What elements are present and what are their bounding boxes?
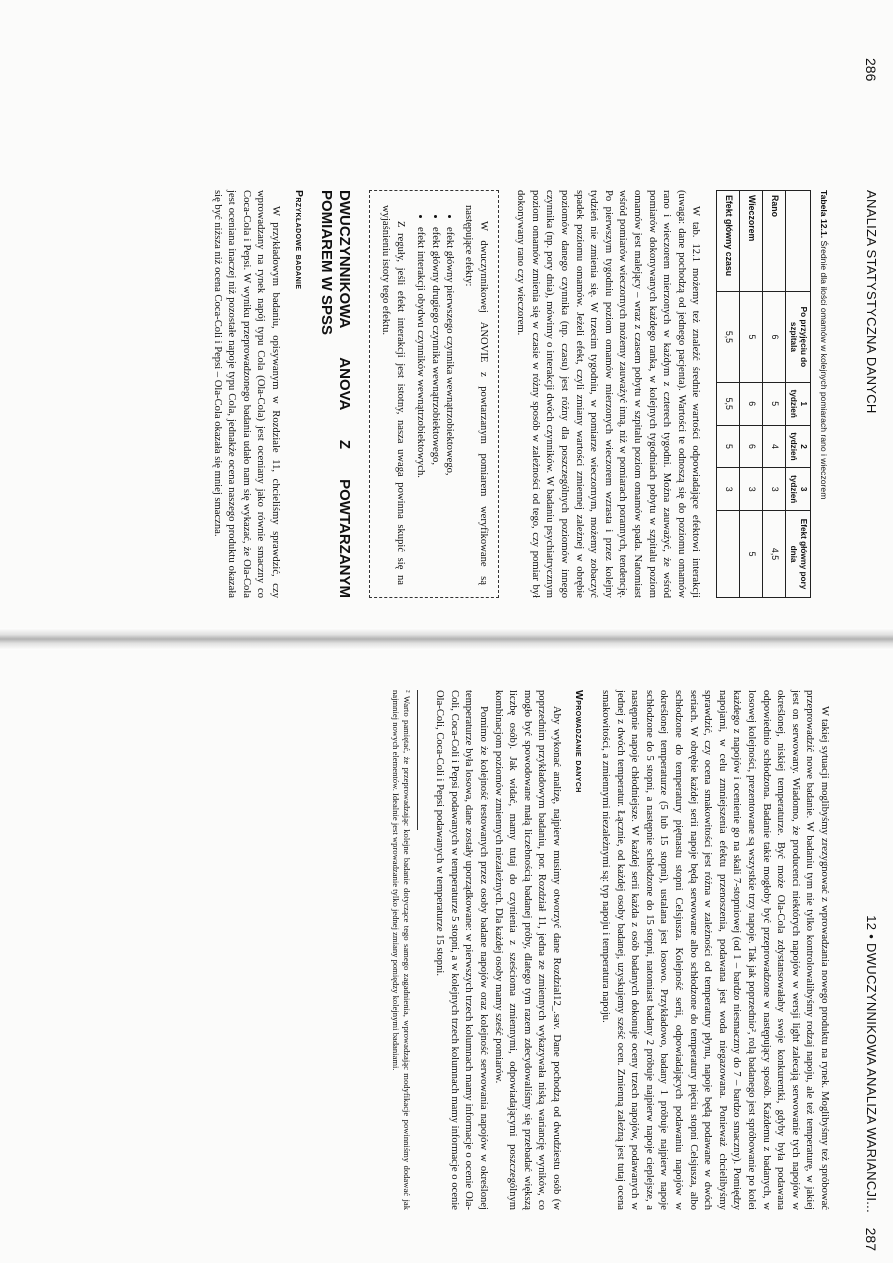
table-cell: 3 [717, 468, 740, 511]
table-caption [816, 190, 831, 598]
table-row-header: Rano [763, 191, 786, 292]
table-cell: 6 [763, 292, 786, 383]
table-row [763, 191, 786, 598]
means-table [716, 190, 811, 598]
box-intro: W dwuczynnikowej ANOVIE z powtarzanym pomiarem weryfikowane są następujące efekty: [463, 205, 489, 585]
table-cell: 5,5 [717, 292, 740, 383]
right-running-head: 12 • DWUCZYNNIKOWA ANALIZA WARIANCJI... [864, 915, 879, 1213]
data-order-paragraph: Pomimo że kolejność testowanych przez osoby badane napojów oraz kolejność serwowania napojów w określonej temperaturze była losowa, dane zostały uporządkowane: w pierwszych trzech kolumnach mamy informacje o ocenie Ola-Coli, Coca-Coli i Pepsi podawanych w temperaturze 5 stopni, a w kolejnych trzech kolumnach mamy informacje o ocenie Ola-Coli, Coca-Coli i Pepsi podawanych w temperaturze 15 stopni. [434, 690, 489, 1210]
table-cell: 4 [763, 425, 786, 468]
table-header-row [786, 191, 811, 598]
table-header-cell [786, 191, 811, 292]
list-item: • efekt główny pierwszego czynnika wewnątrzobiektowego, [442, 227, 457, 585]
table-header-cell: 3 tydzień [786, 468, 811, 511]
left-page [0, 0, 893, 628]
left-page-number: 286 [863, 58, 879, 82]
table-header-cell: 2 tydzień [786, 425, 811, 468]
table-caption-label: Tabela 12.1. [819, 190, 829, 239]
subsection-heading: Przykładowe badanie [292, 190, 304, 290]
interaction-paragraph: W tab. 12.1 możemy też znaleźć średnie wartości odpowiadające efektowi interakcji (uwaga: dane pochodzą od jednego pacjenta). Wartości te odnoszą się do poziomu omamów rano i wieczorem mierzonych w każdym z czterech tygodni. Można zauważyć, że wśród pomiarów dokonywanych każdego ranka, w kolejnych tygodniach pobytu w szpitalu poziom omamów jest malejący – wraz z czasem pobytu w szpitalu poziom omamów spada. Natomiast wśród pomiarów wieczornych możemy zauważyć inną, niż w pomiarach porannych, tendencję. Po pierwszym tygodniu poziom omamów mierzonych wieczorem wzrasta i przez kolejny tydzień nie zmienia się. W trzecim tygodniu, w pomiarze wieczornym, możemy zobaczyć spadek poziomu omamów. Jeżeli efekt, czyli zmiany wartości zmiennej zależnej w obrębie poziomów danego czynnika (np. czasu) jest różny dla poszczególnych poziomów innego czynnika (np. pory dnia), mówimy o interakcji dwóch czynników. W badaniu psychiatrycznym poziom omamów zmienia się w czasie w różny sposób w zależności od tego, czy pomiar był dokonywany rano czy wieczorem. [515, 190, 702, 598]
book-gutter-shadow [0, 628, 893, 650]
table-cell: 5,5 [717, 382, 740, 425]
table-row-header: Wieczorem [740, 191, 763, 292]
footnote: ² Warto pamiętać, że przeprowadzając kolejne badanie dotyczące tego samego zagadnienia, wprowadzając modyfikacje powinniśmy dodawać jak najmniej nowych elementów. Idealnie jest wprowadzanie tylko jednej zmiany pomiędzy kolejnymi badaniami. [390, 690, 412, 1210]
table-row [717, 191, 740, 598]
table-cell: 5 [740, 511, 763, 598]
table-header-cell: Efekt główny pory dnia [786, 511, 811, 598]
table-cell: 6 [740, 382, 763, 425]
list-item: • efekt główny drugiego czynnika wewnątrzobiektowego, [427, 227, 442, 585]
table-cell: 6 [740, 425, 763, 468]
table-header-cell: Po przyjęciu do szpitala [786, 292, 811, 383]
table-cell: 4,5 [763, 511, 786, 598]
table-row-header: Efekt główny czasu [717, 191, 740, 292]
box-note: Z reguły, jeśli efekt interakcji jest istotny, nasza uwaga powinna skupić się na wyjaśnieniu istoty tego efektu. [380, 205, 406, 585]
table-row [740, 191, 763, 598]
footnote-rule [417, 690, 418, 830]
study-design-paragraph: W takiej sytuacji moglibyśmy zrezygnować z wprowadzania nowego produktu na rynek. Moglibyśmy też spróbować przeprowadzić nowe badanie. W badaniu tym nie tylko kontrolowalibyśmy rodzaj napoju, ale też temperaturę, w jakiej jest on serwowany. Wiadomo, że producenci niektórych napojów w wersji light zalecają serwowanie tych napojów w określonej, niskiej temperaturze. Być może Ola-Cola zdystansowałaby swoje konkurentki, gdyby była podawana odpowiednio schłodzona. Badanie takie mogłoby być przeprowadzone w następujący sposób. Każdemu z badanych, w losowej kolejności, prezentowane są wszystkie trzy napoje. Tak jak poprzednio², rolą badanego jest spróbowanie po kolei każdego z napojów i ocenienie go na skali 7-stopniowej (od 1 – bardzo niesmaczny do 7 – bardzo smaczny). Pomiędzy napojami, w celu zmniejszenia efektu przenoszenia, podawana jest woda niegazowana. Ponieważ chcielibyśmy sprawdzić, czy ocena smakowitości jest różna w zależności od temperatury płynu, napoje będą podawane w dwóch seriach. W obrębie każdej serii napoje będą serwowane albo schłodzone do temperatury pięciu stopni Celsjusza, albo schłodzone do temperatury piętnastu stopni Celsjusza. Kolejność serii, odpowiadających podawaniu napojów w określonej temperaturze (5 lub 15 stopni), ustalana jest losowo. Przykładowo, badany 1 próbuje najpierw napoje schłodzone do 5 stopni, a następnie schłodzone do 15 stopni, natomiast badany 2 próbuje najpierw napoje cieplejsze, a następnie napoje chłodniejsze. W każdej serii każda z osób badanych dokonuje oceny trzech napojów, podawanych w jednej z dwóch temperatur. Łącznie, od każdej osoby badanej, uzyskujemy sześć ocen. Zmienną zależną jest tutaj ocena smakowitości, a zmiennymi niezależnymi są: typ napoju i temperatura napoju. [600, 690, 830, 1210]
left-running-head: ANALIZA STATYSTYCZNA DANYCH [864, 190, 879, 414]
table-caption-text: Średnie dla ilości omamów w kolejnych pomiarach rano i wieczorem [819, 240, 829, 500]
table-cell: 3 [763, 468, 786, 511]
section-heading: DWUCZYNNIKOWA ANOVA Z POWTARZANYM POMIAREM W SPSS [317, 190, 353, 598]
right-page-number: 287 [863, 1227, 879, 1251]
data-entry-paragraph: Aby wykonać analizę, najpierw musimy otworzyć dane Rozdzial12_.sav. Dane pochodzą od dwudziestu osób (w poprzednim przykładowym badaniu, por. Rozdział 11, jedna ze zmiennych wykazywała niską wariancję wyników, co mogło być spowodowane małą liczebnością badanej próby, dlatego tym razem zdecydowaliśmy się przebadać większą liczbę osób). Jak widać, mamy tutaj do czynienia z sześcioma zmiennymi, odpowiadającymi poszczególnym kombinacjom poziomów zmiennych niezależnych. Dla każdej osoby mamy sześć pomiarów. [492, 690, 562, 1210]
table-cell: 5 [717, 425, 740, 468]
effects-list [413, 205, 457, 585]
table-cell [717, 511, 740, 598]
list-item: • efekt interakcji obydwu czynników wewnątrzobiektowych. [413, 227, 428, 585]
table-cell: 5 [763, 382, 786, 425]
right-page [0, 650, 893, 1263]
table-cell: 5 [740, 292, 763, 383]
left-page-content [209, 190, 831, 598]
table-cell: 3 [740, 468, 763, 511]
effects-info-box [369, 190, 499, 598]
example-study-paragraph: W przykładowym badaniu, opisywanym w Rozdziale 11, chcieliśmy sprawdzić, czy wprowadzany na rynek napój typu Cola (Ola-Cola) jest oceniany jako równie smaczny co Coca-Cola i Pepsi. W wyniku przeprowadzonego badania udało nam się wykazać, że Ola-Cola jest oceniana inaczej niż pozostałe napoje typu Cola, jednakże ocena naszego produktu okazała się być niższa niż ocena Coca-Coli i Pepsi – Ola-Cola okazała się mniej smaczna. [211, 190, 281, 598]
right-page-content [390, 690, 831, 1210]
table-header-cell: 1 tydzień [786, 382, 811, 425]
subsection-heading: Wprowadzanie danych [573, 690, 585, 793]
